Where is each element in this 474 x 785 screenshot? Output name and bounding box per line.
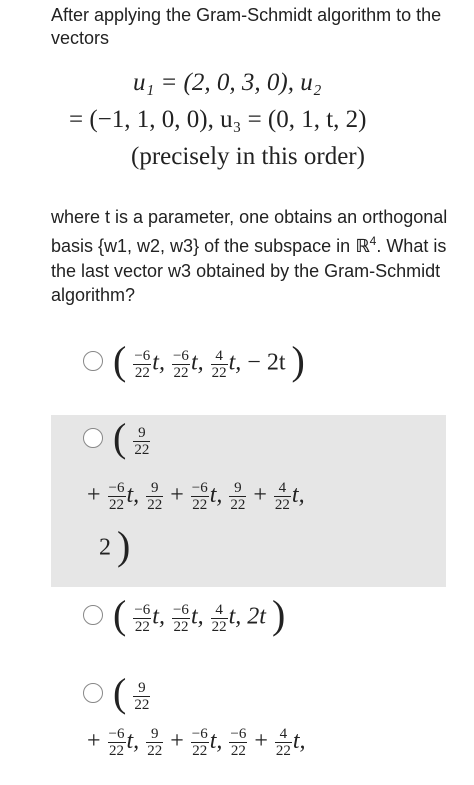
fraction: $\frac{-6}{22}$ bbox=[172, 347, 189, 381]
fraction: $\frac{9}{22}$ bbox=[134, 424, 150, 458]
option-b-line-2: + $\frac{-6}{22}$ t, $\frac{9}{22}$ + $\frac{-6}{22}$ t, $\frac{9}{22}$ + $\frac{4}{22}$ t, bbox=[87, 480, 305, 513]
open-paren: ( bbox=[113, 338, 127, 383]
option-d-line-2: + $\frac{-6}{22}$ t, $\frac{9}{22}$ + $\frac{-6}{22}$ t, $\frac{-6}{22}$ + $\frac{4}{22}$ t, bbox=[87, 726, 306, 759]
answer-option-c[interactable] bbox=[51, 590, 446, 656]
fraction: $\frac{-6}{22}$ bbox=[108, 480, 125, 513]
open-paren: ( bbox=[113, 415, 127, 460]
math-line-1: u₁ = (2, 0, 3, 0), u₂ bbox=[133, 69, 322, 96]
fraction: $\frac{9}{22}$ bbox=[147, 726, 163, 759]
question-body-part2: . What is the last vector w3 obtained by the Gram-Schmidt algorithm? bbox=[51, 236, 447, 305]
fraction: $\frac{9}{22}$ bbox=[147, 480, 163, 513]
fraction: $\frac{4}{22}$ bbox=[211, 347, 227, 381]
fraction: $\frac{-6}{22}$ bbox=[134, 347, 151, 381]
real-numbers-symbol: ℝ bbox=[355, 236, 370, 257]
vectors-math bbox=[51, 64, 451, 175]
fraction: $\frac{-6}{22}$ bbox=[230, 726, 247, 759]
close-paren: ) bbox=[271, 592, 286, 637]
question-block bbox=[51, 4, 451, 307]
fraction: $\frac{-6}{22}$ bbox=[191, 480, 208, 513]
math-line-2: = (−1, 1, 0, 0), u₃ = (0, 1, t, 2) bbox=[69, 106, 367, 133]
fraction: $\frac{9}{22}$ bbox=[134, 679, 150, 713]
question-intro: After applying the Gram-Schmidt algorithm to the vectors bbox=[51, 5, 442, 48]
dimension-superscript: 4 bbox=[369, 234, 377, 248]
option-b-last: 2 bbox=[99, 534, 111, 561]
math-line-3: (precisely in this order) bbox=[131, 143, 365, 170]
fraction: $\frac{9}{22}$ bbox=[230, 480, 246, 513]
fraction: $\frac{-6}{22}$ bbox=[191, 726, 208, 759]
radio-circle-icon[interactable] bbox=[83, 683, 103, 703]
close-paren: ) bbox=[291, 338, 305, 383]
radio-circle-icon[interactable] bbox=[83, 605, 103, 625]
answer-option-d[interactable] bbox=[51, 670, 446, 785]
option-a-last: − 2t bbox=[247, 349, 286, 376]
open-paren: ( bbox=[113, 670, 127, 715]
option-c-last: 2t bbox=[247, 603, 266, 630]
answer-option-b[interactable] bbox=[51, 415, 446, 587]
option-d-line-1 bbox=[113, 670, 151, 716]
option-b-line-3 bbox=[99, 523, 131, 569]
answer-option-a[interactable] bbox=[51, 336, 446, 396]
fraction: $\frac{-6}{22}$ bbox=[172, 601, 189, 635]
question-body bbox=[51, 205, 451, 307]
close-paren: ) bbox=[117, 523, 131, 568]
option-b-line-1 bbox=[113, 415, 151, 461]
fraction: $\frac{-6}{22}$ bbox=[108, 726, 125, 759]
option-c-expression: ( $\frac{-6}{22}$ t, $\frac{-6}{22}$ t, $\frac{4}{22}$ t, 2t ) bbox=[113, 592, 286, 637]
fraction: $\frac{4}{22}$ bbox=[274, 480, 290, 513]
open-paren: ( bbox=[113, 592, 127, 637]
fraction: $\frac{4}{22}$ bbox=[211, 601, 227, 635]
radio-circle-icon[interactable] bbox=[83, 428, 103, 448]
fraction: $\frac{-6}{22}$ bbox=[134, 601, 151, 635]
option-a-expression: ( $\frac{-6}{22}$ t, $\frac{-6}{22}$ t, $\frac{4}{22}$ t, − 2t ) bbox=[113, 338, 305, 383]
question-body-part1: where t is a parameter, one obtains an orthogonal basis {w1, w2, w3} of the subspace in bbox=[51, 207, 448, 256]
fraction: $\frac{4}{22}$ bbox=[275, 726, 291, 759]
radio-circle-icon[interactable] bbox=[83, 351, 103, 371]
